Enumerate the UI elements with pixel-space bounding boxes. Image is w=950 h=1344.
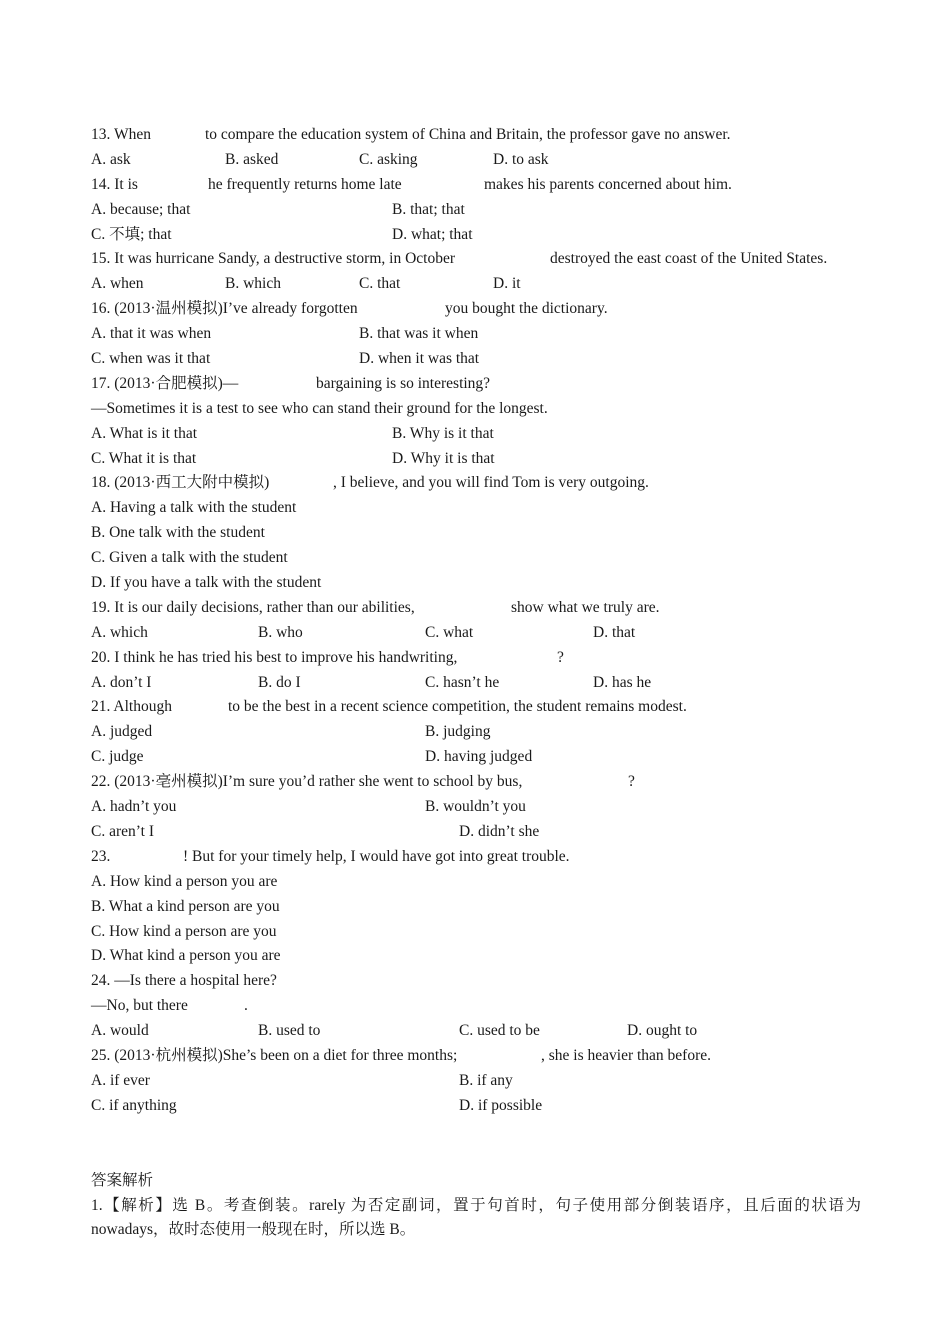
text-line (91, 1069, 871, 1094)
line-text-segment: , I believe, and you will find Tom is very outgoing. (333, 474, 649, 492)
line-text: D. If you have a talk with the student (91, 574, 322, 592)
answers-heading: 答案解析 (91, 1171, 154, 1189)
line-text-segment: makes his parents concerned about him. (484, 175, 732, 193)
text-line (91, 571, 871, 596)
text-line (91, 994, 871, 1019)
line-text: C. aren’t I (91, 822, 154, 840)
line-text: 17. (2013·合肥模拟)— (91, 374, 239, 392)
line-text-segment: D. that (593, 623, 636, 641)
line-text: D. What kind a person you are (91, 947, 281, 965)
text-line (91, 820, 871, 845)
text-line (91, 1044, 871, 1069)
line-text-segment: ? (628, 773, 635, 791)
text-line (91, 297, 871, 322)
line-text: A. judged (91, 723, 153, 741)
line-text-segment: ! But for your timely help, I would have got into great trouble. (183, 847, 570, 865)
line-text-segment: C. what (425, 623, 474, 641)
line-text: A. which (91, 623, 148, 641)
text-line (91, 1094, 871, 1119)
text-line (91, 546, 871, 571)
line-text: A. that it was when (91, 325, 212, 343)
text-line (91, 671, 871, 696)
line-text: 13. When (91, 126, 151, 143)
text-line (91, 795, 871, 820)
line-text: A. if ever (91, 1071, 150, 1089)
line-text-segment: destroyed the east coast of the United States. (550, 250, 828, 268)
question-list (91, 123, 871, 1119)
text-line (91, 845, 871, 870)
line-text-segment: D. if possible (459, 1096, 543, 1114)
line-text: 19. It is our daily decisions, rather than our abilities, (91, 598, 415, 616)
line-text-segment: B. that was it when (359, 325, 479, 343)
text-line (91, 1019, 871, 1044)
text-line (91, 895, 871, 920)
text-line (91, 322, 871, 347)
line-text-segment: B. which (225, 275, 281, 293)
text-line (91, 695, 871, 720)
line-text: C. when was it that (91, 350, 211, 368)
text-line (91, 770, 871, 795)
line-text: A. Having a talk with the student (91, 499, 297, 517)
text-line (91, 471, 871, 496)
line-text: A. would (91, 1022, 149, 1040)
line-text: A. don’t I (91, 673, 152, 691)
line-text: C. 不填; that (91, 225, 172, 243)
line-text: 22. (2013·亳州模拟)I’m sure you’d rather she went to school by bus, (91, 773, 523, 791)
line-text-segment: to be the best in a recent science competition, the student remains modest. (228, 698, 687, 716)
text-line (91, 148, 871, 173)
line-text-segment: D. didn’t she (459, 822, 540, 840)
line-text-segment: C. asking (359, 150, 418, 168)
text-line (91, 272, 871, 297)
line-text: C. if anything (91, 1096, 177, 1114)
line-text: A. when (91, 275, 144, 293)
text-line (91, 447, 871, 472)
line-text: A. What is it that (91, 424, 198, 442)
line-text-segment: to compare the education system of China and Britain, the professor gave no answer. (205, 126, 731, 143)
line-text-segment: B. if any (459, 1071, 513, 1089)
line-text-segment: C. that (359, 275, 401, 293)
line-text-segment: D. it (493, 275, 521, 293)
line-text-segment: ? (557, 648, 564, 666)
text-line (91, 173, 871, 198)
line-text-segment: B. wouldn’t you (425, 798, 526, 816)
line-text-segment: B. used to (258, 1022, 321, 1040)
line-text: 25. (2013·杭州模拟)She’s been on a diet for three months; (91, 1046, 458, 1064)
line-text: 15. It was hurricane Sandy, a destructive storm, in October (91, 250, 456, 268)
line-text: 21. Although (91, 698, 172, 716)
text-line (91, 247, 871, 272)
line-text: C. judge (91, 748, 144, 766)
document-page (91, 123, 871, 1243)
text-line (91, 372, 871, 397)
text-line (91, 397, 871, 422)
answer-explanation: 1.【解析】选 B。考查倒装。rarely 为否定副词，置于句首时，句子使用部分倒装语序，且后面的状语为 nowadays，故时态使用一般现在时，所以选 B。 (91, 1196, 861, 1239)
line-text-segment: B. that; that (392, 200, 465, 218)
text-line (91, 920, 871, 945)
line-text-segment: D. having judged (425, 748, 533, 766)
line-text-segment: D. when it was that (359, 350, 480, 368)
text-line (91, 223, 871, 248)
line-text-segment: B. do I (258, 673, 301, 691)
line-text: 23. (91, 847, 111, 865)
text-line (91, 198, 871, 223)
line-text-segment: D. what; that (392, 225, 473, 243)
text-line (91, 944, 871, 969)
line-text-segment: D. to ask (493, 150, 549, 168)
text-line (91, 969, 871, 994)
line-text-segment: he frequently returns home late (208, 175, 402, 193)
line-text: 14. It is (91, 175, 138, 193)
line-text-segment: C. used to be (459, 1022, 540, 1040)
text-line (91, 521, 871, 546)
text-line (91, 496, 871, 521)
line-text-segment: you bought the dictionary. (445, 300, 608, 318)
line-text-segment: B. asked (225, 150, 279, 168)
line-text: —Sometimes it is a test to see who can stand their ground for the longest. (91, 399, 548, 417)
line-text-segment: , she is heavier than before. (541, 1046, 712, 1064)
line-text-segment: B. Why is it that (392, 424, 494, 442)
line-text-segment: D. Why it is that (392, 449, 495, 467)
line-text: A. ask (91, 150, 131, 168)
line-text-segment: . (244, 997, 248, 1015)
text-line (91, 745, 871, 770)
text-line (91, 347, 871, 372)
line-text: 20. I think he has tried his best to improve his handwriting, (91, 648, 458, 666)
text-line (91, 646, 871, 671)
line-text: 18. (2013·西工大附中模拟) (91, 474, 270, 492)
line-text: A. hadn’t you (91, 798, 177, 816)
line-text: —No, but there (91, 997, 188, 1015)
line-text: C. Given a talk with the student (91, 549, 288, 567)
section-gap (91, 1119, 871, 1169)
line-text: C. What it is that (91, 449, 197, 467)
line-text-segment: show what we truly are. (511, 598, 660, 616)
line-text-segment: D. has he (593, 673, 652, 691)
text-line (91, 123, 871, 148)
text-line (91, 621, 871, 646)
text-line (91, 870, 871, 895)
line-text-segment: B. who (258, 623, 303, 641)
text-line (91, 720, 871, 745)
text-line (91, 422, 871, 447)
text-line (91, 596, 871, 621)
line-text: A. because; that (91, 200, 191, 218)
line-text-segment: C. hasn’t he (425, 673, 500, 691)
line-text: 16. (2013·温州模拟)I’ve already forgotten (91, 300, 358, 318)
line-text: A. How kind a person you are (91, 872, 278, 890)
line-text: B. What a kind person are you (91, 897, 280, 915)
line-text-segment: B. judging (425, 723, 491, 741)
line-text-segment: bargaining is so interesting? (316, 374, 491, 392)
line-text-segment: D. ought to (627, 1022, 698, 1040)
line-text: C. How kind a person are you (91, 922, 277, 940)
line-text: 24. —Is there a hospital here? (91, 972, 277, 990)
line-text: B. One talk with the student (91, 524, 265, 542)
